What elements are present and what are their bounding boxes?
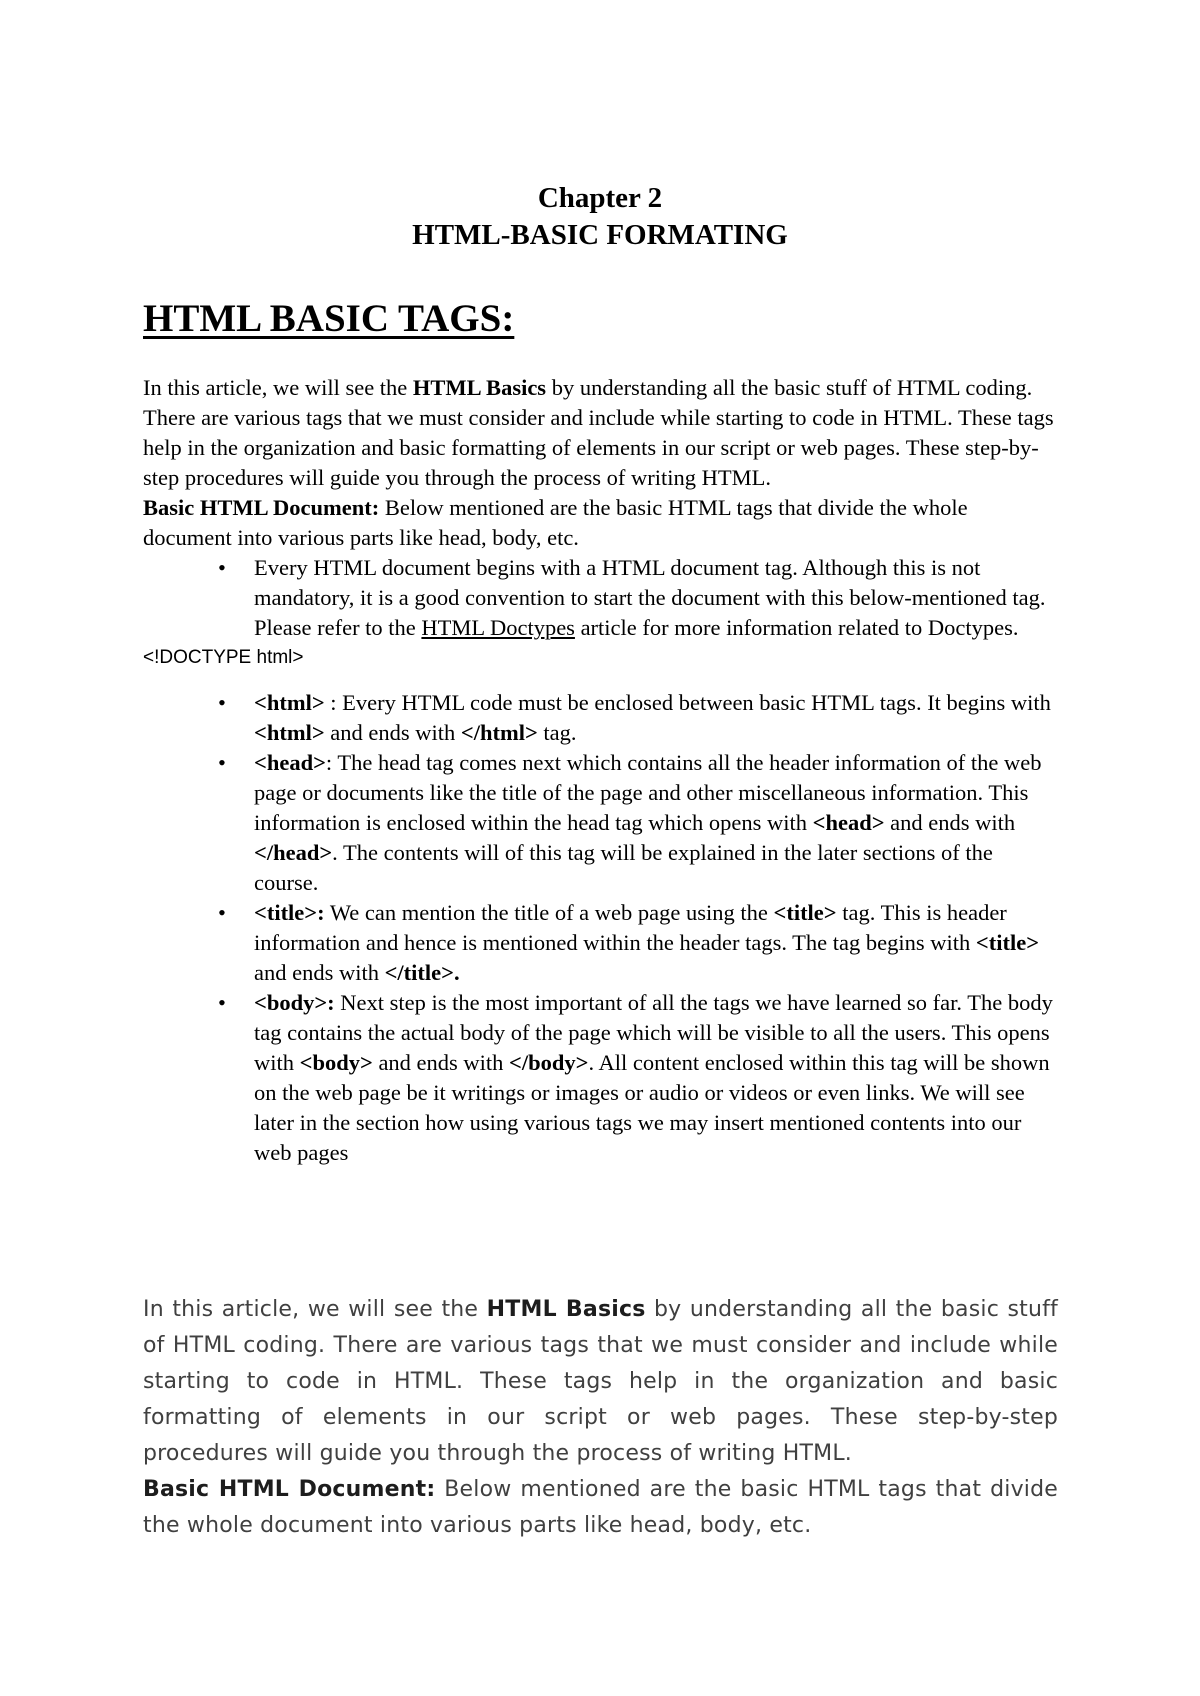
chapter-heading bbox=[0, 180, 1200, 254]
doctype-line: <!DOCTYPE html> bbox=[143, 647, 304, 668]
sans-body bbox=[143, 1292, 1058, 1544]
tag-bullet-list bbox=[143, 688, 1058, 1168]
list-item-title: • <title>: We can mention the title of a web page using the <title> tag. This is header information and hence is mentioned within the header tags. The tag begins with <title> and ends with </title>. bbox=[254, 898, 1058, 988]
repeat-intro-paragraph: In this article, we will see the HTML Basics by understanding all the basic stuff of HTML coding. There are various tags that we must consider and include while starting to code in HTML. These tags help in the organization and basic formatting of elements in our script or web pages. These step-by-step procedures will guide you through the process of writing HTML. bbox=[143, 1297, 1058, 1466]
html-doctypes-link[interactable]: HTML Doctypes bbox=[421, 615, 575, 640]
chapter-number: Chapter 2 bbox=[537, 182, 663, 214]
basic-document-paragraph: Basic HTML Document: Below mentioned are the basic HTML tags that divide the whole document into various parts like head, body, etc. bbox=[143, 495, 968, 550]
repeat-basic-document-paragraph: Basic HTML Document: Below mentioned are the basic HTML tags that divide the whole document into various parts like head, body, etc. bbox=[143, 1477, 1058, 1538]
doctype-bullet-list bbox=[143, 553, 1058, 643]
list-item-head: • <head>: The head tag comes next which contains all the header information of the web page or documents like the title of the page and other miscellaneous information. This information is enclosed within the head tag which opens with <head> and ends with </head>. The contents will of this tag will be explained in the later sections of the course. bbox=[254, 748, 1058, 898]
list-item-html: • <html> : Every HTML code must be enclosed between basic HTML tags. It begins with <html> and ends with </html> tag. bbox=[254, 688, 1058, 748]
chapter-title: HTML-BASIC FORMATING bbox=[412, 219, 788, 251]
list-item: • Every HTML document begins with a HTML document tag. Although this is not mandatory, it is a good convention to start the document with this below-mentioned tag. Please refer to the HTML Doctypes article for more information related to Doctypes. bbox=[254, 553, 1058, 643]
section-heading: HTML BASIC TAGS: bbox=[143, 297, 515, 340]
list-item-body: • <body>: Next step is the most important of all the tags we have learned so far. The body tag contains the actual body of the page which will be visible to all the users. This opens with <body> and ends with </body>. All content enclosed within this tag will be shown on the web page be it writings or images or audio or videos or even links. We will see later in the section how using various tags we may insert mentioned contents into our web pages bbox=[254, 988, 1058, 1168]
serif-body bbox=[143, 373, 1058, 1168]
intro-paragraph: In this article, we will see the HTML Basics by understanding all the basic stuff of HTML coding. There are various tags that we must consider and include while starting to code in HTML. These tags help in the organization and basic formatting of elements in our script or web pages. These step-by-step procedures will guide you through the process of writing HTML. bbox=[143, 375, 1054, 490]
